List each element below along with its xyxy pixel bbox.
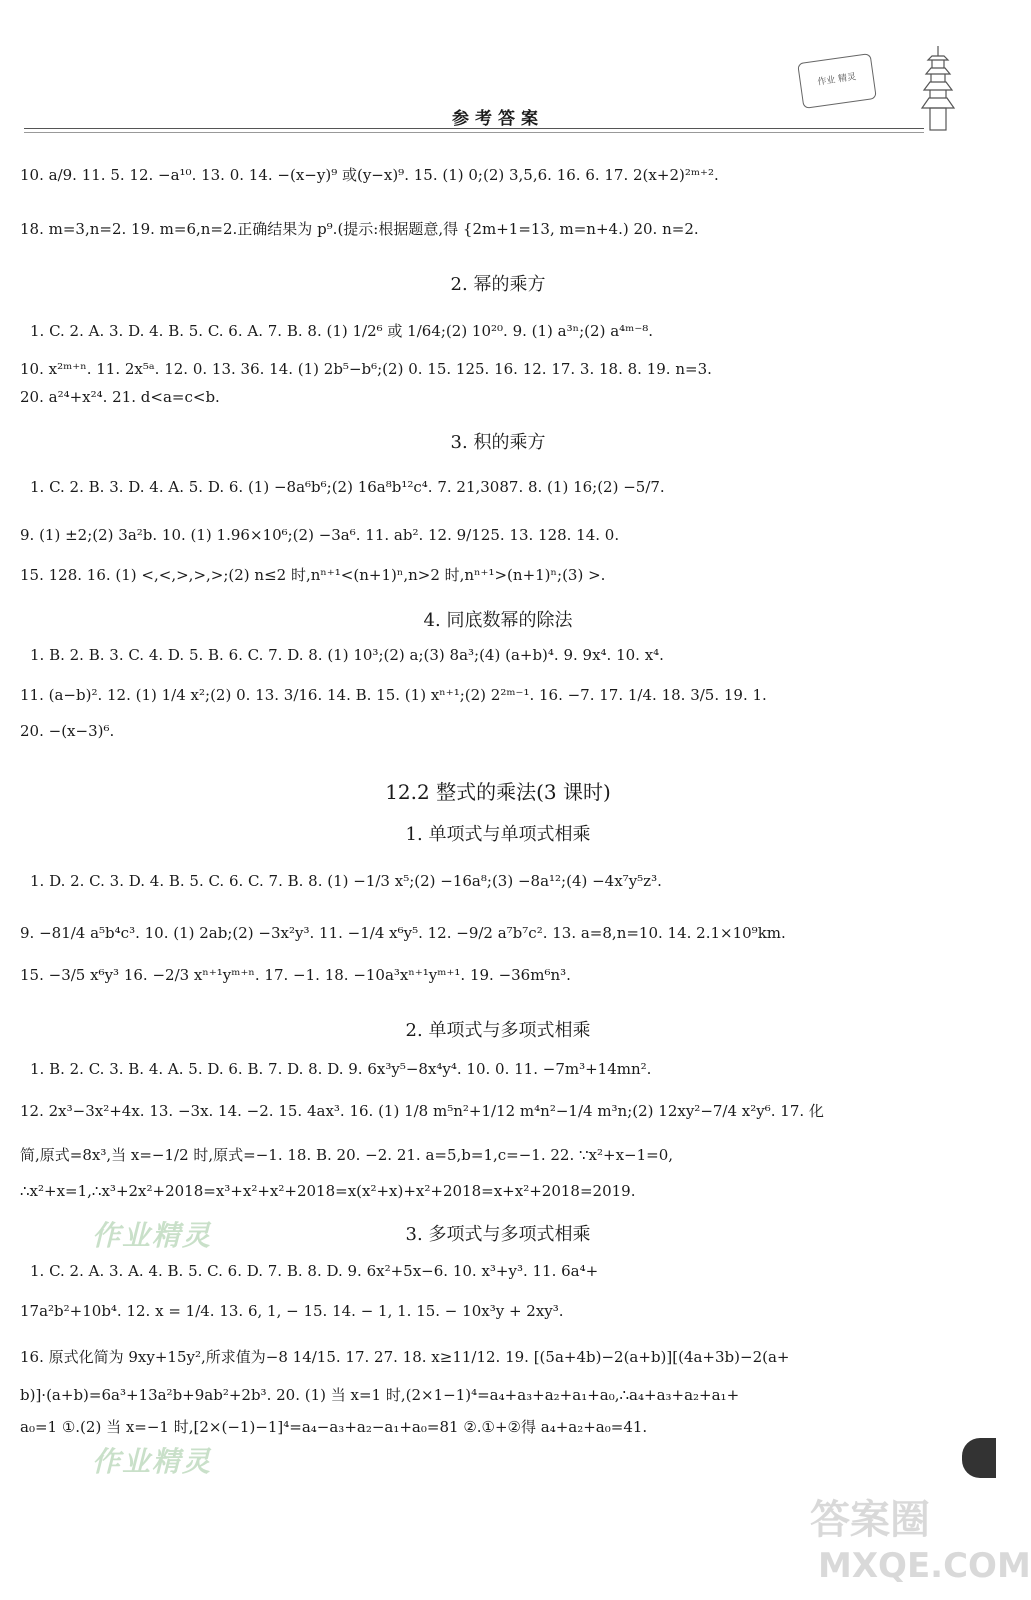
answer-line: 1. B. 2. B. 3. C. 4. D. 5. B. 6. C. 7. D. 8. (1) 10³;(2) a;(3) 8a³;(4) (a+b)⁴. 9. 9x⁴. 10. x⁴. (30, 646, 664, 664)
section-title: 4. 同底数幂的除法 (423, 610, 573, 631)
page-edge-tab (962, 1438, 996, 1478)
answer-line: 20. a²⁴+x²⁴. 21. d<a=c<b. (20, 388, 220, 406)
answer-line: ∴x²+x=1,∴x³+2x²+2018=x³+x²+x²+2018=x(x²+x)+x²+2018=x+x²+2018=2019. (20, 1182, 636, 1200)
answer-line: 15. −3/5 x⁶y³ 16. −2/3 xⁿ⁺¹yᵐ⁺ⁿ. 17. −1. 18. −10a³xⁿ⁺¹yᵐ⁺¹. 19. −36m⁶n³. (20, 966, 571, 984)
answer-line: 18. m=3,n=2. 19. m=6,n=2.正确结果为 p⁹.(提示:根据题意,得 {2m+1=13, m=n+4.) 20. n=2. (20, 220, 699, 238)
answer-line: 20. −(x−3)⁶. (20, 722, 115, 740)
chapter-title: 12.2 整式的乘法(3 课时) (385, 780, 611, 804)
answer-line: 17a²b²+10b⁴. 12. x = 1/4. 13. 6, 1, − 15. 14. − 1, 1. 15. − 10x³y + 2xy³. (20, 1302, 564, 1320)
answer-line: 11. (a−b)². 12. (1) 1/4 x²;(2) 0. 13. 3/16. 14. B. 15. (1) xⁿ⁺¹;(2) 2²ᵐ⁻¹. 16. −7. 17. 1/4. 18. 3/5. 19. 1. (20, 686, 767, 704)
answer-line: 1. C. 2. A. 3. A. 4. B. 5. C. 6. D. 7. B. 8. D. 9. 6x²+5x−6. 10. x³+y³. 11. 6a⁴+ (30, 1262, 599, 1280)
answer-line: 简,原式=8x³,当 x=−1/2 时,原式=−1. 18. B. 20. −2. 21. a=5,b=1,c=−1. 22. ∵x²+x−1=0, (20, 1146, 674, 1164)
answer-line: 15. 128. 16. (1) <,<,>,>,>;(2) n≤2 时,nⁿ⁺¹<(n+1)ⁿ,n>2 时,nⁿ⁺¹>(n+1)ⁿ;(3) >. (20, 566, 606, 584)
logo-text-cn: 答案圈 (810, 1496, 930, 1543)
section-title: 2. 幂的乘方 (450, 274, 546, 295)
section-title: 2. 单项式与多项式相乘 (405, 1020, 591, 1041)
section-title: 3. 多项式与多项式相乘 (405, 1224, 591, 1245)
section-title: 1. 单项式与单项式相乘 (405, 824, 591, 845)
site-logo (810, 1488, 1031, 1596)
answer-line: 1. C. 2. B. 3. D. 4. A. 5. D. 6. (1) −8a⁶b⁶;(2) 16a⁸b¹²c⁴. 7. 21,3087. 8. (1) 16;(2) −5/7. (30, 478, 665, 496)
answer-line: 1. C. 2. A. 3. D. 4. B. 5. C. 6. A. 7. B. 8. (1) 1/2⁶ 或 1/64;(2) 10²⁰. 9. (1) a³ⁿ;(2) a⁴ᵐ⁻⁸. (30, 322, 654, 340)
answer-line: 12. 2x³−3x²+4x. 13. −3x. 14. −2. 15. 4ax³. 16. (1) 1/8 m⁵n²+1/12 m⁴n²−1/4 m³n;(2) 12xy²−7/4 x²y⁶. 17. 化 (20, 1102, 824, 1120)
page-title: 参考答案 (452, 109, 544, 129)
answer-line: 1. D. 2. C. 3. D. 4. B. 5. C. 6. C. 7. B. 8. (1) −1/3 x⁵;(2) −16a⁸;(3) −8a¹²;(4) −4x⁷y⁵z³. (30, 872, 662, 890)
header-divider (24, 128, 924, 129)
answer-line: b)]·(a+b)=6a³+13a²b+9ab²+2b³. 20. (1) 当 x=1 时,(2×1−1)⁴=a₄+a₃+a₂+a₁+a₀,∴a₄+a₃+a₂+a₁+ (20, 1386, 740, 1404)
answer-line: 10. x²ᵐ⁺ⁿ. 11. 2x⁵ᵃ. 12. 0. 13. 36. 14. (1) 2b⁵−b⁶;(2) 0. 15. 125. 16. 12. 17. 3. 18. 8. 19. n=3. (20, 360, 712, 378)
answer-line: 1. B. 2. C. 3. B. 4. A. 5. D. 6. B. 7. D. 8. D. 9. 6x³y⁵−8x⁴y⁴. 10. 0. 11. −7m³+14mn². (30, 1060, 652, 1078)
answer-line: a₀=1 ①.(2) 当 x=−1 时,[2×(−1)−1]⁴=a₄−a₃+a₂−a₁+a₀=81 ②.①+②得 a₄+a₂+a₀=41. (20, 1418, 648, 1436)
header-divider-thin (24, 132, 924, 133)
answer-line: 9. −81/4 a⁵b⁴c³. 10. (1) 2ab;(2) −3x²y³. 11. −1/4 x⁶y⁵. 12. −9/2 a⁷b⁷c². 13. a=8,n=10. 14. 2.1×10⁹km. (20, 924, 786, 942)
logo-text-en: MXQE.COM (818, 1546, 1031, 1586)
answer-line: 10. a/9. 11. 5. 12. −a¹⁰. 13. 0. 14. −(x−y)⁹ 或(y−x)⁹. 15. (1) 0;(2) 3,5,6. 16. 6. 17. 2(x+2)²ᵐ⁺². (20, 166, 719, 184)
answer-line: 16. 原式化简为 9xy+15y²,所求值为−8 14/15. 17. 27. 18. x≥11/12. 19. [(5a+4b)−2(a+b)][(4a+3b)−2(a+ (20, 1348, 790, 1366)
watermark: 作业精灵 (92, 1219, 213, 1252)
section-title: 3. 积的乘方 (450, 432, 546, 453)
stamp-logo: 作业 精灵 (797, 53, 877, 109)
page-header (0, 0, 996, 140)
answer-line: 9. (1) ±2;(2) 3a²b. 10. (1) 1.96×10⁶;(2) −3a⁶. 11. ab². 12. 9/125. 13. 128. 14. 0. (20, 526, 620, 544)
watermark: 作业精灵 (92, 1445, 213, 1478)
